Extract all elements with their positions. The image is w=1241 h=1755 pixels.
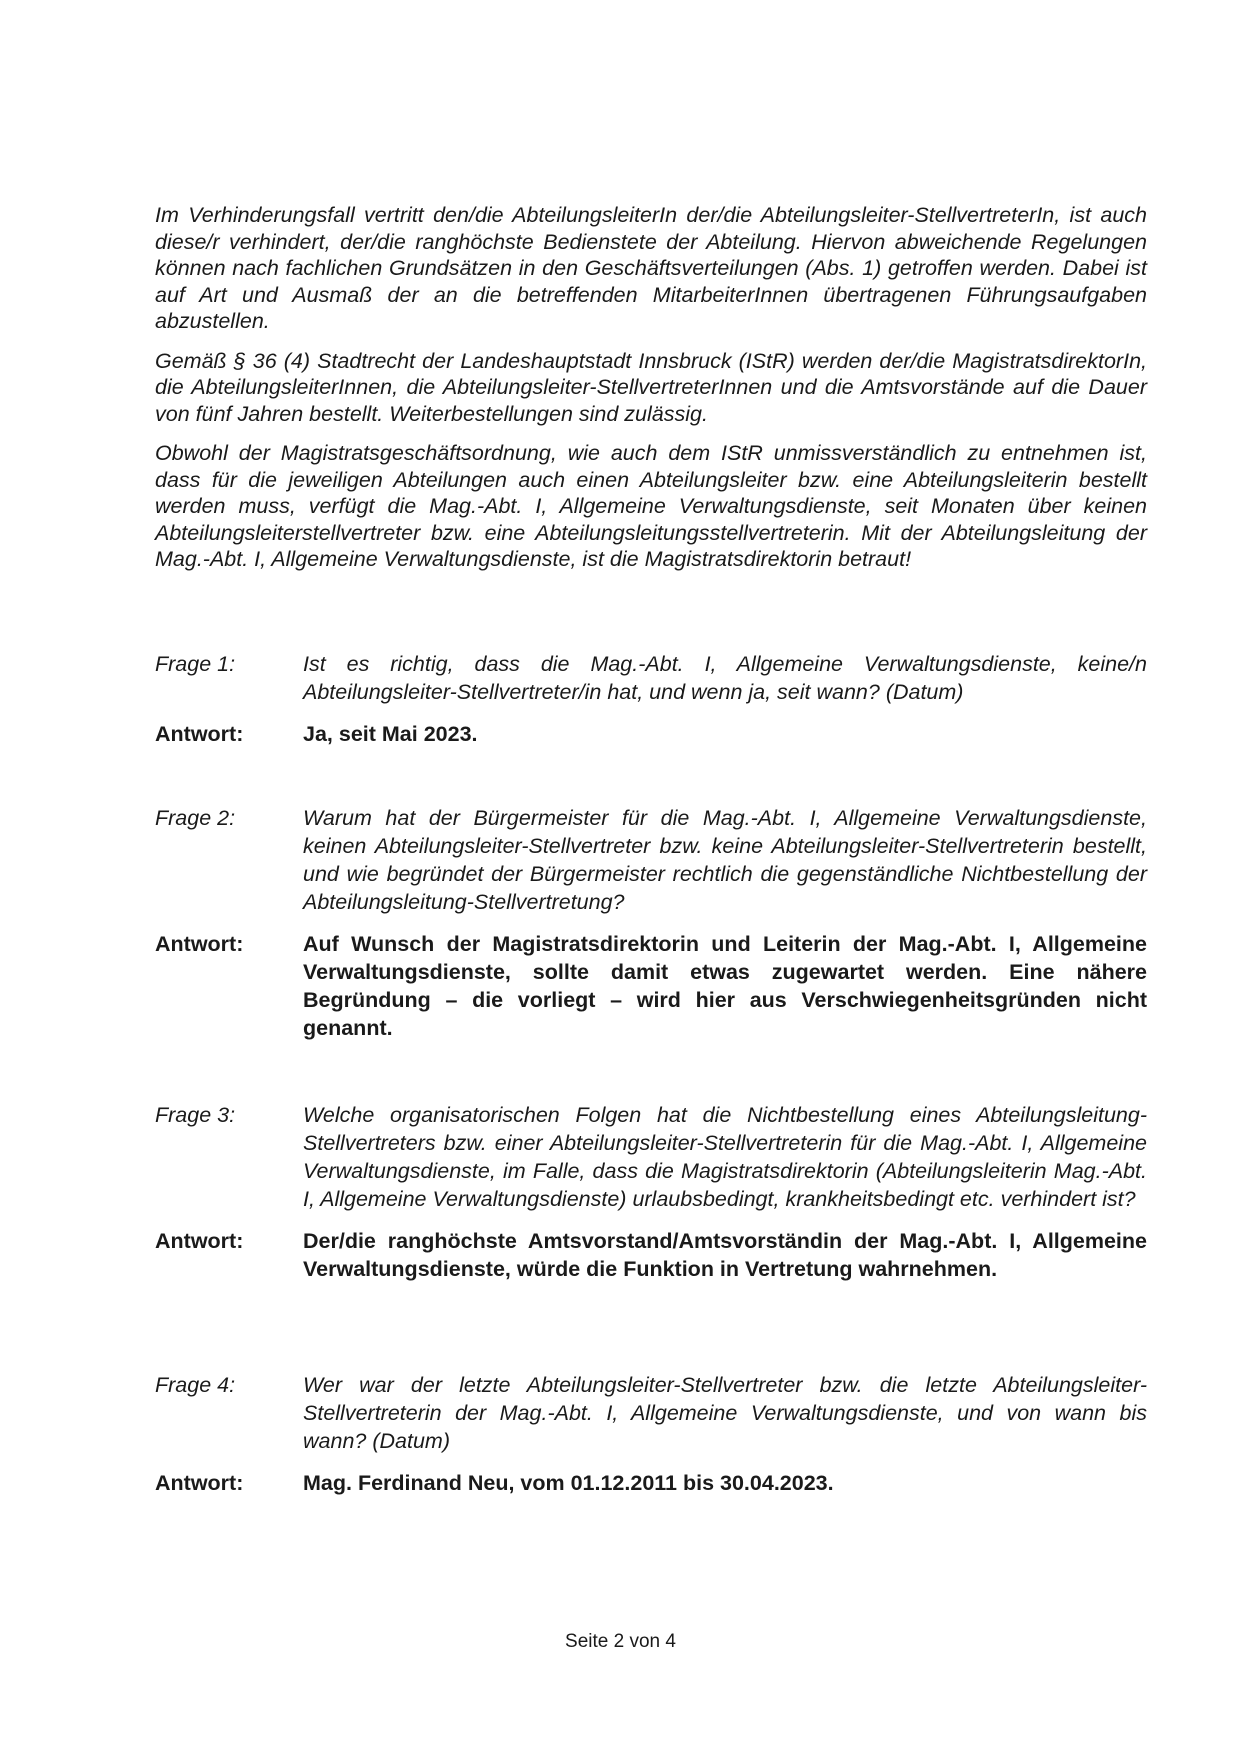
- question-label: Frage 2:: [155, 806, 236, 830]
- answer-label: Antwort:: [155, 1229, 244, 1253]
- answer-row: [155, 1227, 1147, 1283]
- page-number: Seite 2 von 4: [565, 1631, 676, 1652]
- question-row: [155, 650, 1147, 706]
- question-text: Wer war der letzte Abteilungsleiter-Stellvertreter bzw. die letzte Abteilungsleiter-Stellvertreterin der Mag.-Abt. I, Allgemeine Verwaltungsdienste, und von wann bis wann? (Datum): [303, 1373, 1147, 1453]
- answer-row: [155, 930, 1147, 1042]
- answer-text: Mag. Ferdinand Neu, vom 01.12.2011 bis 30.04.2023.: [303, 1471, 834, 1495]
- question-row: [155, 1101, 1147, 1213]
- qa-block-4: [155, 1371, 1147, 1497]
- qa-block-2: [155, 804, 1147, 1042]
- question-row: [155, 804, 1147, 916]
- question-text: Welche organisatorischen Folgen hat die Nichtbestellung eines Abteilungsleitung-Stellvertreters bzw. einer Abteilungsleiter-Stellvertreterin für die Mag.-Abt. I, Allgemeine Verwaltungsdienste, im Falle, dass die Magistratsdirektorin (Abteilungsleiterin Mag.-Abt. I, Allgemeine Verwaltungsdienste) urlaubsbedingt, krankheitsbedingt etc. verhindert ist?: [303, 1103, 1147, 1211]
- qa-block-1: [155, 650, 1147, 748]
- answer-text: Ja, seit Mai 2023.: [303, 722, 478, 746]
- question-row: [155, 1371, 1147, 1455]
- answer-label: Antwort:: [155, 932, 244, 956]
- intro-paragraph: Obwohl der Magistratsgeschäftsordnung, wie auch dem IStR unmissverständlich zu entnehmen ist, dass für die jeweiligen Abteilungen auch einen Abteilungsleiter bzw. eine Abteilungsleiterin bestellt werden muss, verfügt die Mag.-Abt. I, Allgemeine Verwaltungsdienste, seit Monaten über keinen Abteilungsleiterstellvertreter bzw. eine Abteilungsleitungsstellvertreterin. Mit der Abteilungsleitung der Mag.-Abt. I, Allgemeine Verwaltungsdienste, ist die Magistratsdirektorin betraut!: [155, 441, 1147, 571]
- answer-label: Antwort:: [155, 722, 244, 746]
- answer-row: [155, 1469, 1147, 1497]
- question-text: Warum hat der Bürgermeister für die Mag.-Abt. I, Allgemeine Verwaltungsdienste, keinen Abteilungsleiter-Stellvertreter bzw. keine Abteilungsleiter-Stellvertreterin bestellt, und wie begründet der Bürgermeister rechtlich die gegenständliche Nichtbestellung der Abteilungsleitung-Stellvertretung?: [303, 806, 1147, 914]
- answer-text: Der/die ranghöchste Amtsvorstand/Amtsvorständin der Mag.-Abt. I, Allgemeine Verwaltungsdienste, würde die Funktion in Vertretung wahrnehmen.: [303, 1229, 1147, 1281]
- qa-block-3: [155, 1101, 1147, 1283]
- answer-text: Auf Wunsch der Magistratsdirektorin und Leiterin der Mag.-Abt. I, Allgemeine Verwaltungsdienste, sollte damit etwas zugewartet werden. Eine nähere Begründung – die vorliegt – wird hier aus Verschwiegenheitsgründen nicht genannt.: [303, 932, 1147, 1040]
- answer-label: Antwort:: [155, 1471, 244, 1495]
- intro-paragraph: Gemäß § 36 (4) Stadtrecht der Landeshauptstadt Innsbruck (IStR) werden der/die MagistratsdirektorIn, die AbteilungsleiterInnen, die Abteilungsleiter-StellvertreterInnen und die Amtsvorstände auf die Dauer von fünf Jahren bestellt. Weiterbestellungen sind zulässig.: [155, 348, 1147, 426]
- question-label: Frage 1:: [155, 652, 236, 676]
- question-text: Ist es richtig, dass die Mag.-Abt. I, Allgemeine Verwaltungsdienste, keine/n Abteilungsleiter-Stellvertreter/in hat, und wenn ja, seit wann? (Datum): [303, 652, 1147, 704]
- question-label: Frage 3:: [155, 1103, 236, 1127]
- question-label: Frage 4:: [155, 1373, 236, 1397]
- intro-section: [155, 202, 1147, 586]
- answer-row: [155, 720, 1147, 748]
- intro-paragraph: Im Verhinderungsfall vertritt den/die AbteilungsleiterIn der/die Abteilungsleiter-StellvertreterIn, ist auch diese/r verhindert, der/die ranghöchste Bedienstete der Abteilung. Hiervon abweichende Regelungen können nach fachlichen Grundsätzen in den Geschäftsverteilungen (Abs. 1) getroffen werden. Dabei ist auf Art und Ausmaß der an die betreffenden MitarbeiterInnen übertragenen Führungsaufgaben abzustellen.: [155, 203, 1147, 333]
